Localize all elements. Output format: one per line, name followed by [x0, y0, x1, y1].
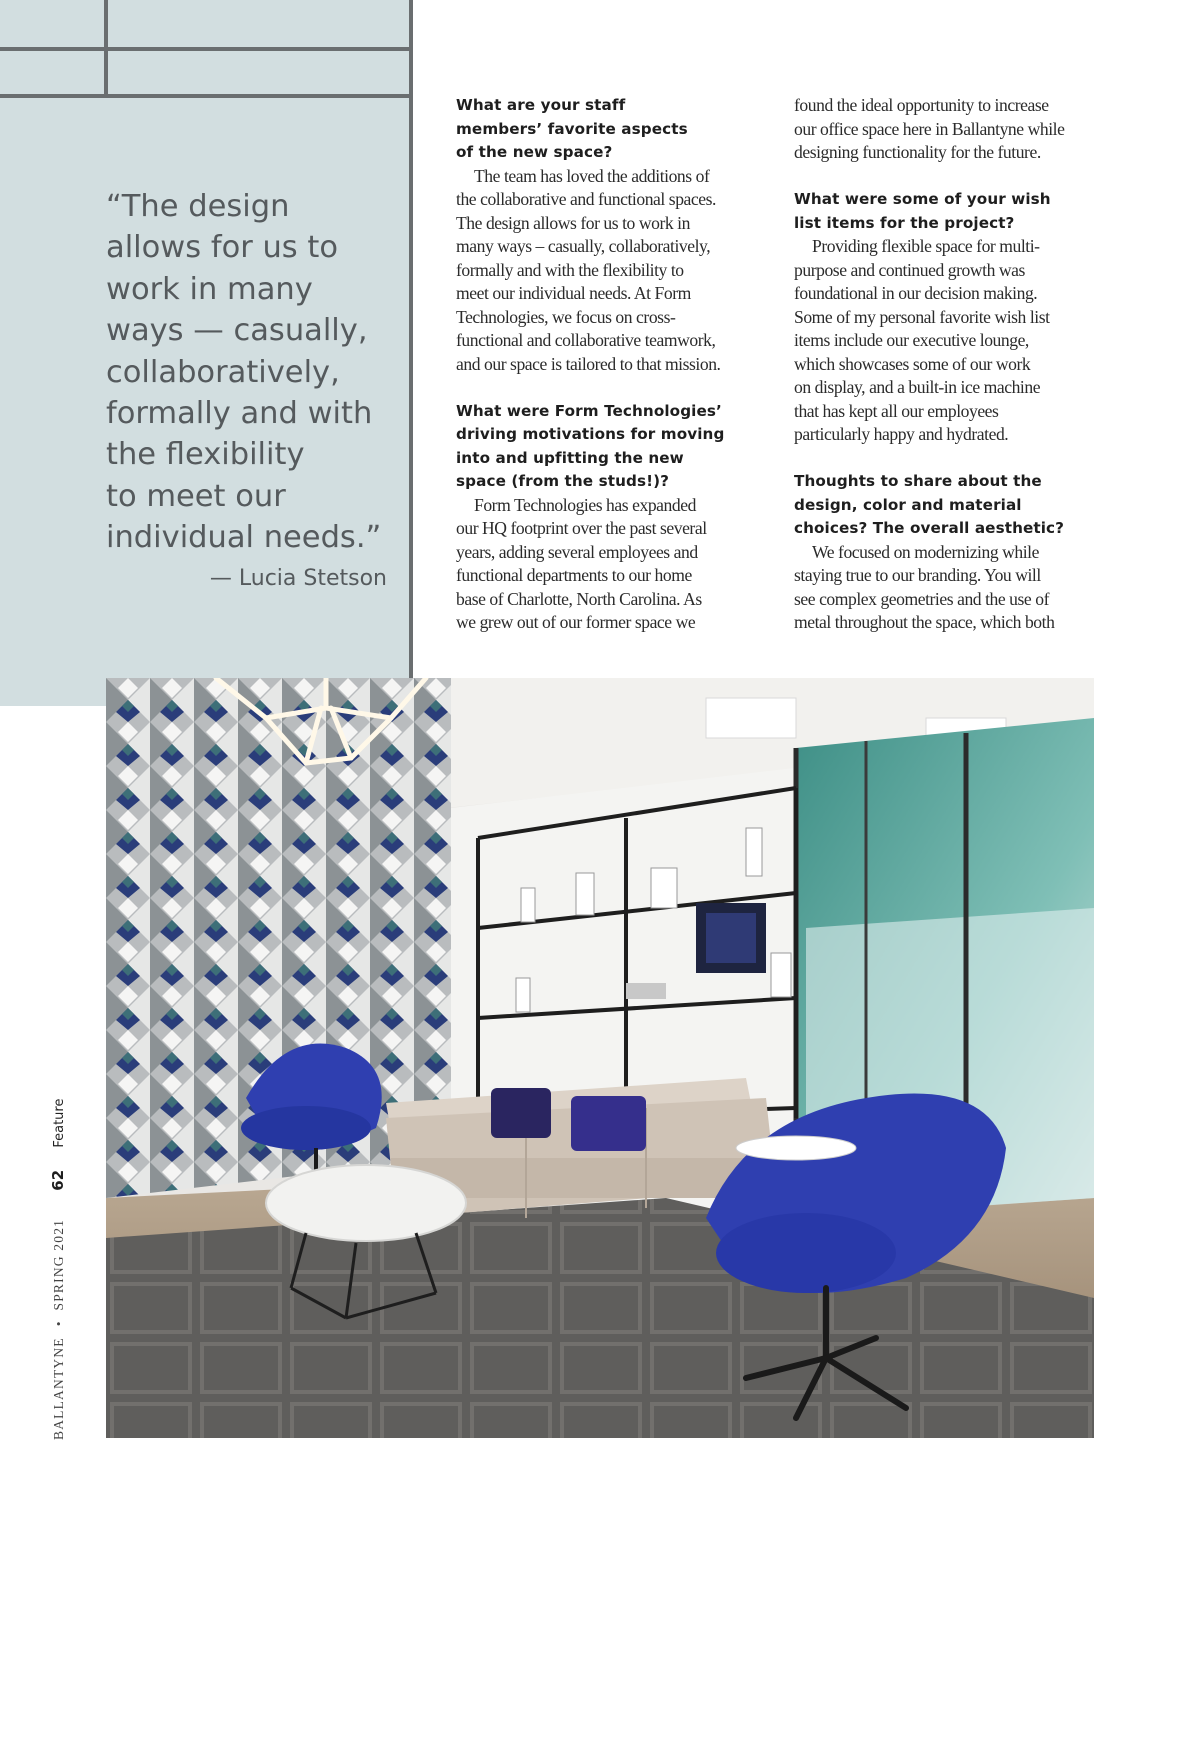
folio: [48, 1098, 78, 1740]
pull-quote-line: the flexibility: [106, 437, 305, 473]
grid-line-h1: [0, 47, 411, 51]
question-heading: What were some of your wish list items for the project?: [794, 190, 1051, 232]
pull-quote-line: work in many: [106, 271, 313, 307]
question-heading: What were Form Technologies’ driving motivations for moving into and upfitting the new space (from the studs!)?: [456, 401, 725, 490]
grid-line-v2: [409, 0, 413, 706]
pull-quote-line: ways — casually,: [106, 313, 368, 349]
publication-name: BALLANTYNE: [51, 1337, 66, 1440]
pull-quote-line: allows for us to: [106, 230, 338, 266]
answer-paragraph: The team has loved the additions of the collaborative and functional spaces. The design allows for us to work in many ways – casually, collaboratively, formally and with the flexibility to meet our individual needs. At Form Technologies, we focus on cross- functional and collaborative teamwork, and our space is tailored to that mission.: [456, 165, 721, 374]
question-heading: What are your staff members’ favorite aspects of the new space?: [456, 96, 688, 161]
grid-line-h2: [0, 94, 411, 98]
article-column-2: [794, 94, 1096, 635]
pull-quote-line: to meet our: [106, 478, 286, 514]
pull-quote: [106, 186, 396, 559]
question-heading: Thoughts to share about the design, color and material choices? The overall aesthetic?: [794, 472, 1065, 537]
answer-paragraph: found the ideal opportunity to increase our office space here in Ballantyne while designing functionality for the future.: [794, 95, 1065, 162]
office-lounge-photo: [106, 678, 1094, 1438]
issue-label: SPRING 2021: [51, 1218, 66, 1311]
page-number: 62: [49, 1169, 67, 1191]
pull-quote-attribution: — Lucia Stetson: [209, 566, 387, 591]
section-label: Feature: [52, 1098, 67, 1148]
pull-quote-line: “The design: [106, 189, 290, 224]
pull-quote-line: formally and with: [106, 396, 373, 432]
pull-quote-line: collaboratively,: [106, 354, 340, 390]
answer-paragraph: We focused on modernizing while staying true to our branding. You will see complex geometries and the use of metal throughout the space, which both: [794, 541, 1055, 632]
folio-separator: •: [51, 1321, 66, 1327]
pull-quote-line: individual needs.”: [106, 520, 382, 556]
answer-paragraph: Providing flexible space for multi- purpose and continued growth was foundational in our decision making. Some of my personal favorite wish list items include our executive lounge, which showcases some of our work on display, and a built-in ice machine that has kept all our employees particularly happy and hydrated.: [794, 236, 1050, 444]
article-column-1: [456, 94, 758, 635]
answer-paragraph: Form Technologies has expanded our HQ footprint over the past several years, adding several employees and functional departments to our home base of Charlotte, North Carolina. As we grew out of our former space we: [456, 494, 707, 632]
